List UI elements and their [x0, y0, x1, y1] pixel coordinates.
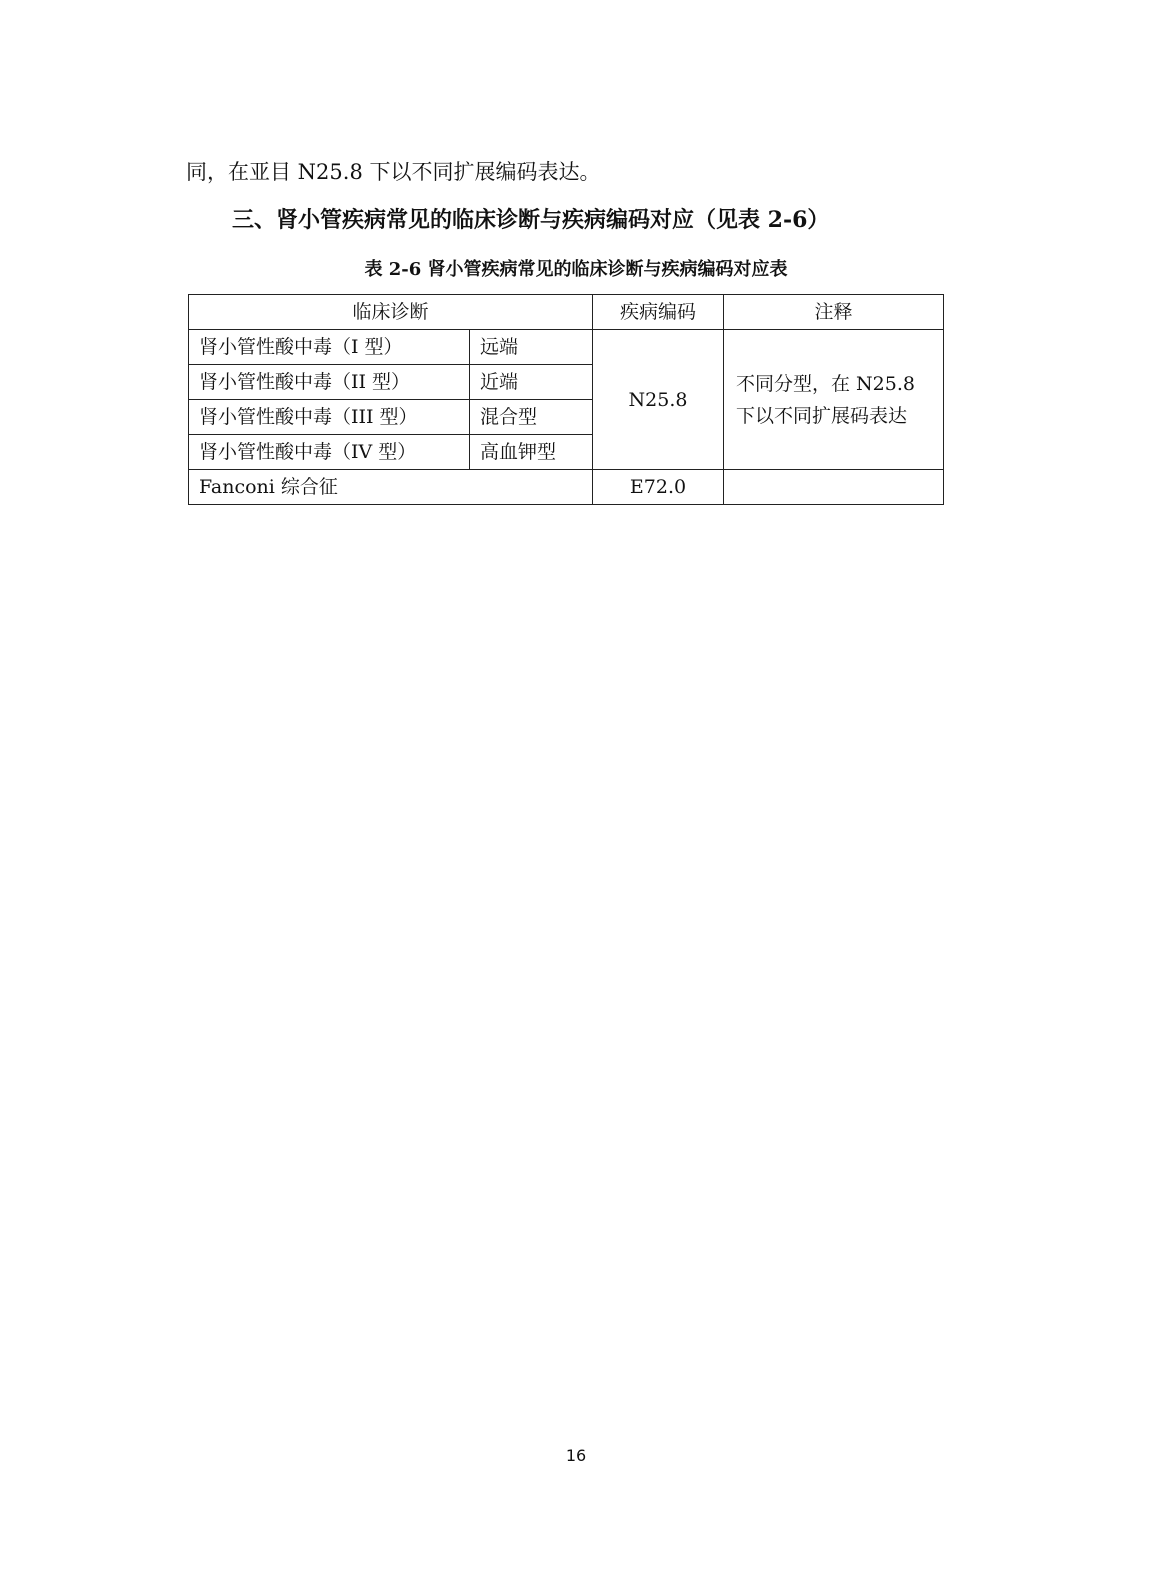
- diagnosis-cell: Fanconi 综合征: [189, 470, 593, 505]
- diagnosis-cell: 肾小管性酸中毒（II 型）: [189, 365, 470, 400]
- code-cell: E72.0: [593, 470, 724, 505]
- header-note: 注释: [724, 295, 944, 330]
- page-number: 16: [565, 1446, 587, 1465]
- diagnosis-cell: 肾小管性酸中毒（III 型）: [189, 400, 470, 435]
- group-code-cell: N25.8: [593, 330, 724, 470]
- table-row: [189, 330, 944, 365]
- subtype-cell: 近端: [470, 365, 593, 400]
- group-note-cell: 不同分型，在 N25.8 下以不同扩展码表达: [724, 330, 944, 470]
- body-paragraph: 同，在亚目 N25.8 下以不同扩展编码表达。: [186, 160, 601, 184]
- diagnosis-cell: 肾小管性酸中毒（IV 型）: [189, 435, 470, 470]
- header-code: 疾病编码: [593, 295, 724, 330]
- subtype-cell: 远端: [470, 330, 593, 365]
- section-heading: 三、肾小管疾病常见的临床诊断与疾病编码对应（见表 2-6）: [232, 207, 830, 233]
- table-caption: 表 2-6 肾小管疾病常见的临床诊断与疾病编码对应表: [364, 259, 788, 280]
- subtype-cell: 高血钾型: [470, 435, 593, 470]
- table-header-row: [189, 295, 944, 330]
- note-cell: [724, 470, 944, 505]
- subtype-cell: 混合型: [470, 400, 593, 435]
- table-row: [189, 470, 944, 505]
- diagnosis-code-table: [188, 294, 944, 505]
- header-diagnosis: 临床诊断: [189, 295, 593, 330]
- diagnosis-cell: 肾小管性酸中毒（I 型）: [189, 330, 470, 365]
